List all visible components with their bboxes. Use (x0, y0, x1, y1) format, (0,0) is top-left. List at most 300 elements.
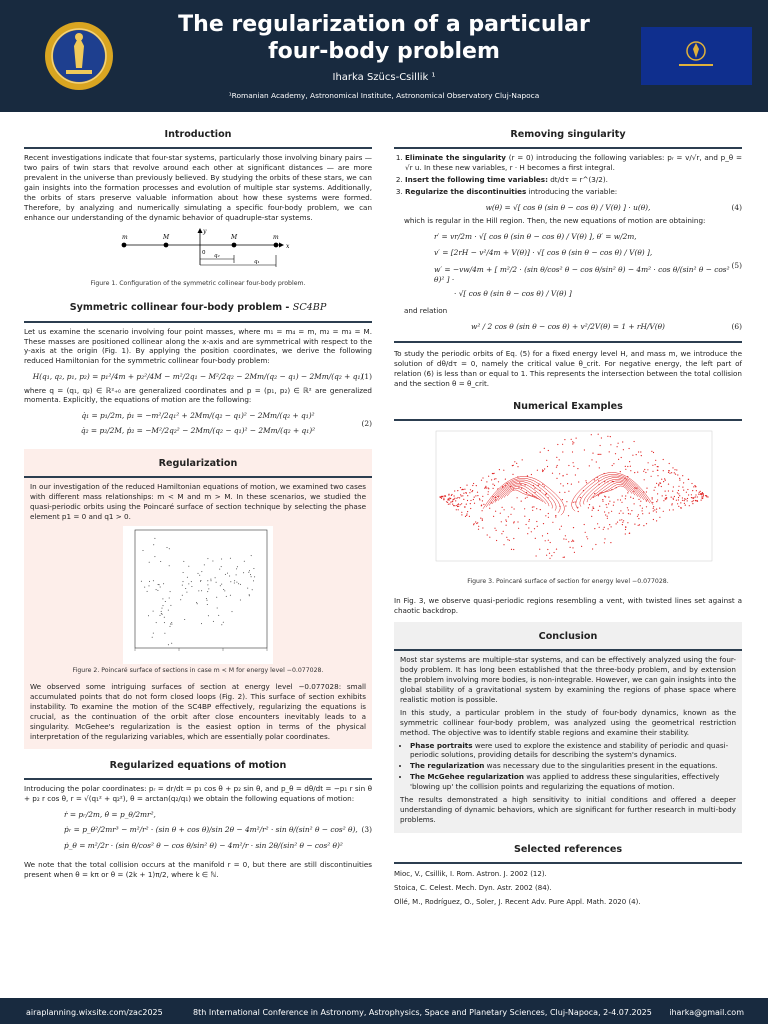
scatter-point (627, 522, 628, 523)
scatter-point (589, 504, 590, 505)
scatter-point (548, 513, 549, 514)
scatter-point (537, 526, 538, 527)
scatter-point (162, 614, 163, 615)
scatter-point (663, 470, 664, 471)
footer-email-link[interactable]: iharka@gmail.com (669, 1008, 744, 1017)
footer-conference: 8th International Conference in Astronomy, Astrophysics, Space and Planetary Sciences, Cluj-Napoca, 2-4.07.2025 (193, 1008, 652, 1017)
scatter-point (656, 512, 657, 513)
scatter-point (204, 564, 205, 565)
scatter-point (443, 498, 444, 499)
scatter-point (660, 483, 661, 484)
scatter-point (604, 496, 605, 497)
numerical-heading: Numerical Examples (513, 401, 623, 413)
scatter-point (568, 515, 569, 516)
scatter-point (620, 471, 621, 472)
scatter-point (215, 577, 216, 578)
scatter-point (446, 502, 447, 503)
scatter-point (532, 507, 533, 508)
scatter-point (465, 492, 466, 493)
scatter-point (604, 539, 605, 540)
scatter-point (638, 518, 639, 519)
scatter-point (655, 460, 656, 461)
scatter-point (469, 492, 470, 493)
scatter-point (682, 475, 683, 476)
scatter-point (463, 493, 464, 494)
scatter-point (604, 527, 605, 528)
scatter-point (180, 599, 181, 600)
scatter-point (554, 552, 555, 553)
scatter-point (161, 611, 162, 612)
scatter-point (608, 529, 609, 530)
scatter-point (508, 517, 509, 518)
scatter-point (636, 454, 637, 455)
scatter-point (638, 452, 639, 453)
scatter-point (513, 465, 514, 466)
scatter-point (153, 580, 154, 581)
equation-5c: w′ = −vw/4m + [ m²/2 · (sin θ/cos² θ − cos θ/sin² θ) − 4m² · cos θ/(sin² θ − cos² θ)² ] · (434, 264, 730, 284)
scatter-point (475, 496, 476, 497)
scatter-point (154, 556, 155, 557)
scatter-point (448, 504, 449, 505)
introduction-text: Recent investigations indicate that four-star systems, particularly those involving binary pairs — two pairs of twin stars that revolve around each other at significant distances — are more prevalent in the universe than previously believed. By studying the orbits of these stars, we can gain insights into the formation processes and evolution of multiple star systems. Additionally, the orbits of stars preserve valuable information about how these systems were formed. Therefore, by analyzing and numerically simulating a specific four-body problem, we can enhance our understanding of the dynamic behavior of quadruple-star systems. (24, 153, 372, 222)
scatter-point (457, 506, 458, 507)
scatter-point (669, 510, 670, 511)
scatter-point (680, 503, 681, 504)
scatter-point (646, 523, 647, 524)
scatter-point (692, 498, 693, 499)
scatter-point (521, 501, 522, 502)
title-line-1: The regularization of a particular (178, 12, 590, 37)
scatter-point (693, 487, 694, 488)
equation-5 (394, 229, 742, 302)
scatter-point (568, 542, 569, 543)
scatter-point (537, 470, 538, 471)
scatter-point (481, 505, 482, 506)
scatter-point (518, 528, 519, 529)
scatter-point (148, 615, 149, 616)
scatter-point (628, 513, 629, 514)
scatter-point (591, 516, 592, 517)
reference-item: Stoica, C. Celest. Mech. Dyn. Astr. 2002 (84). (394, 883, 552, 892)
scatter-point (163, 605, 164, 606)
scatter-point (601, 438, 602, 439)
scatter-point (539, 549, 540, 550)
scatter-point (499, 469, 500, 470)
scatter-point (665, 499, 666, 500)
scatter-point (575, 475, 576, 476)
scatter-point (503, 531, 504, 532)
scatter-point (694, 485, 695, 486)
scatter-point (625, 529, 626, 530)
scatter-point (453, 505, 454, 506)
scatter-point (663, 500, 664, 501)
scatter-point (227, 572, 228, 573)
scatter-point (669, 463, 670, 464)
scatter-point (252, 589, 253, 590)
scatter-point (657, 475, 658, 476)
scatter-point (679, 495, 680, 496)
scatter-point (141, 581, 142, 582)
scatter-point (247, 587, 248, 588)
equation-3a: ṙ = pᵣ/2m, θ̇ = p_θ/2mr², (64, 810, 156, 820)
list-item (410, 772, 736, 792)
scatter-point (503, 544, 504, 545)
scatter-point (573, 443, 574, 444)
scatter-point (608, 504, 609, 505)
scatter-point (517, 466, 518, 467)
scatter-point (191, 581, 192, 582)
scatter-point (617, 446, 618, 447)
equation-2b: q̇₂ = p₂/2M, ṗ₂ = −M²/2q₂² − 2Mm/(q₂ − q₁)² − 2Mm/(q₂ + q₁)² (80, 425, 316, 435)
scatter-point (595, 544, 596, 545)
scatter-point (672, 468, 673, 469)
list-item-bold: Insert the following time variables: (405, 175, 548, 185)
scatter-point (597, 524, 598, 525)
equation-6-body: w² / 2 cos θ (sin θ − cos θ) + v²/2V(θ) = 1 + rH/V(θ) (471, 322, 665, 332)
scatter-point (249, 570, 250, 571)
scatter-point (566, 539, 567, 540)
scatter-point (607, 516, 608, 517)
scatter-point (653, 506, 654, 507)
scatter-point (682, 500, 683, 501)
scatter-point (536, 521, 537, 522)
scatter-point (487, 535, 488, 536)
scatter-point (520, 484, 521, 485)
scatter-point (665, 495, 666, 496)
scatter-point (230, 595, 231, 596)
scatter-point (588, 508, 589, 509)
scatter-point (656, 521, 657, 522)
scatter-point (160, 586, 161, 587)
scatter-point (482, 501, 483, 502)
scatter-point (207, 584, 208, 585)
scatter-point (673, 498, 674, 499)
footer-website-link[interactable]: airaplanning.wixsite.com/zac2025 (26, 1008, 163, 1017)
scatter-point (547, 466, 548, 467)
scatter-point (549, 553, 550, 554)
scatter-point (559, 474, 560, 475)
mass-label: M (231, 233, 238, 241)
scatter-point (461, 496, 462, 497)
scatter-point (659, 517, 660, 518)
list-item-text: dt/dτ = r^(3/2). (547, 175, 608, 185)
scatter-point (684, 503, 685, 504)
scatter-point (466, 485, 467, 486)
scatter-point (535, 492, 536, 493)
scatter-point (472, 490, 473, 491)
regularized-eqs-text-1: Introducing the polar coordinates: pᵣ = dr/dt = p₁ cos θ + p₂ sin θ, and p_θ = dθ/dt = −p₁ r sin θ + p₂ r cos θ, r = √(q₁² + q₂²), θ = arctan(q₂/q₁) we obtain the following equations of motion: (24, 784, 372, 804)
scatter-point (159, 584, 160, 585)
scatter-point (226, 596, 227, 597)
scatter-point (556, 467, 557, 468)
scatter-point (602, 499, 603, 500)
scatter-point (149, 581, 150, 582)
scatter-point (617, 522, 618, 523)
scatter-point (698, 494, 699, 495)
scatter-point (603, 529, 604, 530)
scatter-point (684, 499, 685, 500)
scatter-point (470, 503, 471, 504)
scatter-point (183, 572, 184, 573)
scatter-point (692, 501, 693, 502)
mass-label: m (273, 233, 279, 241)
scatter-point (253, 568, 254, 569)
scatter-point (673, 499, 674, 500)
scatter-point (687, 498, 688, 499)
scatter-point (144, 586, 145, 587)
scatter-point (552, 522, 553, 523)
scatter-point (647, 470, 648, 471)
scatter-point (442, 496, 443, 497)
equation-2-number: (2) (361, 418, 372, 428)
section-divider (24, 476, 372, 478)
scatter-point (514, 509, 515, 510)
equation-3 (24, 807, 372, 854)
scatter-point (169, 548, 170, 549)
scatter-point (474, 523, 475, 524)
scatter-point (653, 511, 654, 512)
scatter-point (697, 501, 698, 502)
equation-4 (394, 200, 742, 216)
scatter-point (492, 473, 493, 474)
scatter-point (467, 511, 468, 512)
scatter-point (612, 465, 613, 466)
scatter-point (186, 591, 187, 592)
scatter-point (449, 498, 450, 499)
scatter-point (618, 443, 619, 444)
scatter-point (668, 491, 669, 492)
scatter-point (450, 502, 451, 503)
scatter-point (466, 515, 467, 516)
poster-footer (0, 998, 768, 1024)
scatter-point (165, 601, 166, 602)
scatter-point (604, 512, 605, 513)
scatter-point (629, 533, 630, 534)
equation-2 (24, 408, 372, 438)
scatter-point (674, 496, 675, 497)
scatter-point (525, 498, 526, 499)
scatter-point (672, 491, 673, 492)
scatter-point (653, 452, 654, 453)
scatter-point (522, 460, 523, 461)
scatter-point (562, 499, 563, 500)
scatter-point (577, 507, 578, 508)
scatter-point (678, 497, 679, 498)
scatter-point (678, 500, 679, 501)
scatter-point (224, 590, 225, 591)
scatter-point (216, 582, 217, 583)
reference-item: Mioc, V., Csillik, I. Rom. Astron. J. 2002 (12). (394, 870, 547, 879)
scatter-point (625, 534, 626, 535)
scatter-point (598, 510, 599, 511)
scatter-point (587, 539, 588, 540)
scatter-point (657, 466, 658, 467)
scatter-point (464, 489, 465, 490)
scatter-point (703, 494, 704, 495)
scatter-point (671, 472, 672, 473)
scatter-point (163, 583, 164, 584)
scatter-point (511, 507, 512, 508)
scatter-point (607, 436, 608, 437)
scatter-point (646, 492, 647, 493)
scatter-point (615, 453, 616, 454)
scatter-point (691, 483, 692, 484)
scatter-point (609, 501, 610, 502)
scatter-point (621, 520, 622, 521)
scatter-point (476, 523, 477, 524)
left-column (24, 120, 372, 883)
regularization-heading: Regularization (158, 457, 238, 469)
scatter-point (655, 464, 656, 465)
scatter-point (565, 506, 566, 507)
scatter-point (578, 482, 579, 483)
scatter-point (656, 509, 657, 510)
scatter-point (474, 503, 475, 504)
scatter-point (156, 589, 157, 590)
scatter-point (506, 537, 507, 538)
scatter-point (651, 476, 652, 477)
scatter-point (169, 597, 170, 598)
scatter-point (162, 598, 163, 599)
scatter-point (557, 444, 558, 445)
scatter-point (462, 496, 463, 497)
scatter-point (485, 486, 486, 487)
scatter-point (221, 558, 222, 559)
scatter-point (586, 482, 587, 483)
scatter-point (170, 605, 171, 606)
scatter-point (678, 486, 679, 487)
list-item-text: introducing the variable: (526, 187, 618, 197)
scatter-point (551, 555, 552, 556)
scatter-point (630, 466, 631, 467)
scatter-point (584, 524, 585, 525)
scatter-point (448, 494, 449, 495)
scatter-point (581, 546, 582, 547)
academy-seal-logo (36, 20, 122, 92)
scatter-point (493, 488, 494, 489)
scatter-point (663, 459, 664, 460)
scatter-point (631, 510, 632, 511)
scatter-point (243, 572, 244, 573)
references-list (394, 870, 742, 907)
scatter-point (638, 499, 639, 500)
scatter-point (454, 496, 455, 497)
scatter-point (682, 487, 683, 488)
scatter-point (695, 495, 696, 496)
scatter-point (604, 543, 605, 544)
scatter-point (184, 619, 185, 620)
scatter-point (630, 470, 631, 471)
scatter-point (572, 452, 573, 453)
scatter-point (593, 508, 594, 509)
scatter-point (564, 492, 565, 493)
scatter-point (514, 462, 515, 463)
scatter-point (183, 581, 184, 582)
scatter-point (534, 488, 535, 489)
equation-3b: ṗᵣ = p_θ²/2mr³ − m²/r² · (sin θ + cos θ)/sin 2θ − 4m²/r² · sin θ/(sin² θ − cos² θ), (64, 825, 358, 835)
scatter-point (211, 580, 212, 581)
scatter-point (465, 516, 466, 517)
scatter-point (548, 540, 549, 541)
x-axis-label: x (286, 242, 290, 250)
scatter-point (559, 492, 560, 493)
regularized-eqs-text-2: We note that the total collision occurs at the manifold r = 0, but there are still discontinuities present when θ = kπ or θ = (2k + 1)π/2, where k ∈ ℕ. (24, 859, 372, 879)
scatter-point (229, 575, 230, 576)
scatter-point (669, 473, 670, 474)
scatter-point (454, 491, 455, 492)
scatter-point (495, 478, 496, 479)
scatter-point (697, 497, 698, 498)
scatter-point (584, 450, 585, 451)
scatter-point (634, 524, 635, 525)
figure-3-poincare-plot (418, 427, 718, 575)
scatter-point (564, 557, 565, 558)
scatter-point (572, 444, 573, 445)
scatter-point (629, 448, 630, 449)
scatter-point (610, 445, 611, 446)
scatter-point (447, 502, 448, 503)
scatter-point (493, 516, 494, 517)
scatter-point (561, 526, 562, 527)
section-divider (24, 321, 372, 323)
scatter-point (683, 483, 684, 484)
scatter-point (676, 500, 677, 501)
scatter-point (197, 603, 198, 604)
scatter-point (640, 501, 641, 502)
scatter-point (661, 479, 662, 480)
scatter-point (548, 517, 549, 518)
scatter-point (641, 455, 642, 456)
scatter-point (496, 540, 497, 541)
poster-header (0, 0, 768, 112)
scatter-point (524, 509, 525, 510)
scatter-point (573, 462, 574, 463)
scatter-point (488, 492, 489, 493)
figure-2-caption: Figure 2. Poincaré surface of sections in case m < M for energy level −0.077028. (72, 666, 324, 674)
scatter-point (586, 537, 587, 538)
sc4bp-text-2: where q = (q₁, q₂) ∈ ℝ²₊₀ are generalized coordinates and p = (p₁, p₂) ∈ ℝ² are generalized momenta. Explicitly, the equations of motion are the following: (24, 385, 372, 405)
scatter-point (461, 504, 462, 505)
mass-point (274, 242, 279, 247)
scatter-point (580, 497, 581, 498)
scatter-point (611, 527, 612, 528)
scatter-point (170, 591, 171, 592)
scatter-point (701, 500, 702, 501)
scatter-point (627, 493, 628, 494)
scatter-point (688, 479, 689, 480)
scatter-point (482, 496, 483, 497)
scatter-point (559, 529, 560, 530)
scatter-point (187, 577, 188, 578)
scatter-point (198, 573, 199, 574)
scatter-point (556, 549, 557, 550)
scatter-point (599, 506, 600, 507)
scatter-point (528, 528, 529, 529)
scatter-point (696, 490, 697, 491)
scatter-point (707, 497, 708, 498)
scatter-point (564, 439, 565, 440)
scatter-point (575, 502, 576, 503)
scatter-point (460, 495, 461, 496)
scatter-point (482, 519, 483, 520)
scatter-point (634, 441, 635, 442)
list-item-text: was applied to address these singularities, effectively 'blowing up' the collision points and regularizing the equations of motion. (410, 772, 720, 792)
scatter-point (454, 505, 455, 506)
list-item-bold: Phase portraits (410, 740, 473, 750)
scatter-point (449, 504, 450, 505)
mass-label: M (163, 233, 170, 241)
scatter-point (609, 452, 610, 453)
